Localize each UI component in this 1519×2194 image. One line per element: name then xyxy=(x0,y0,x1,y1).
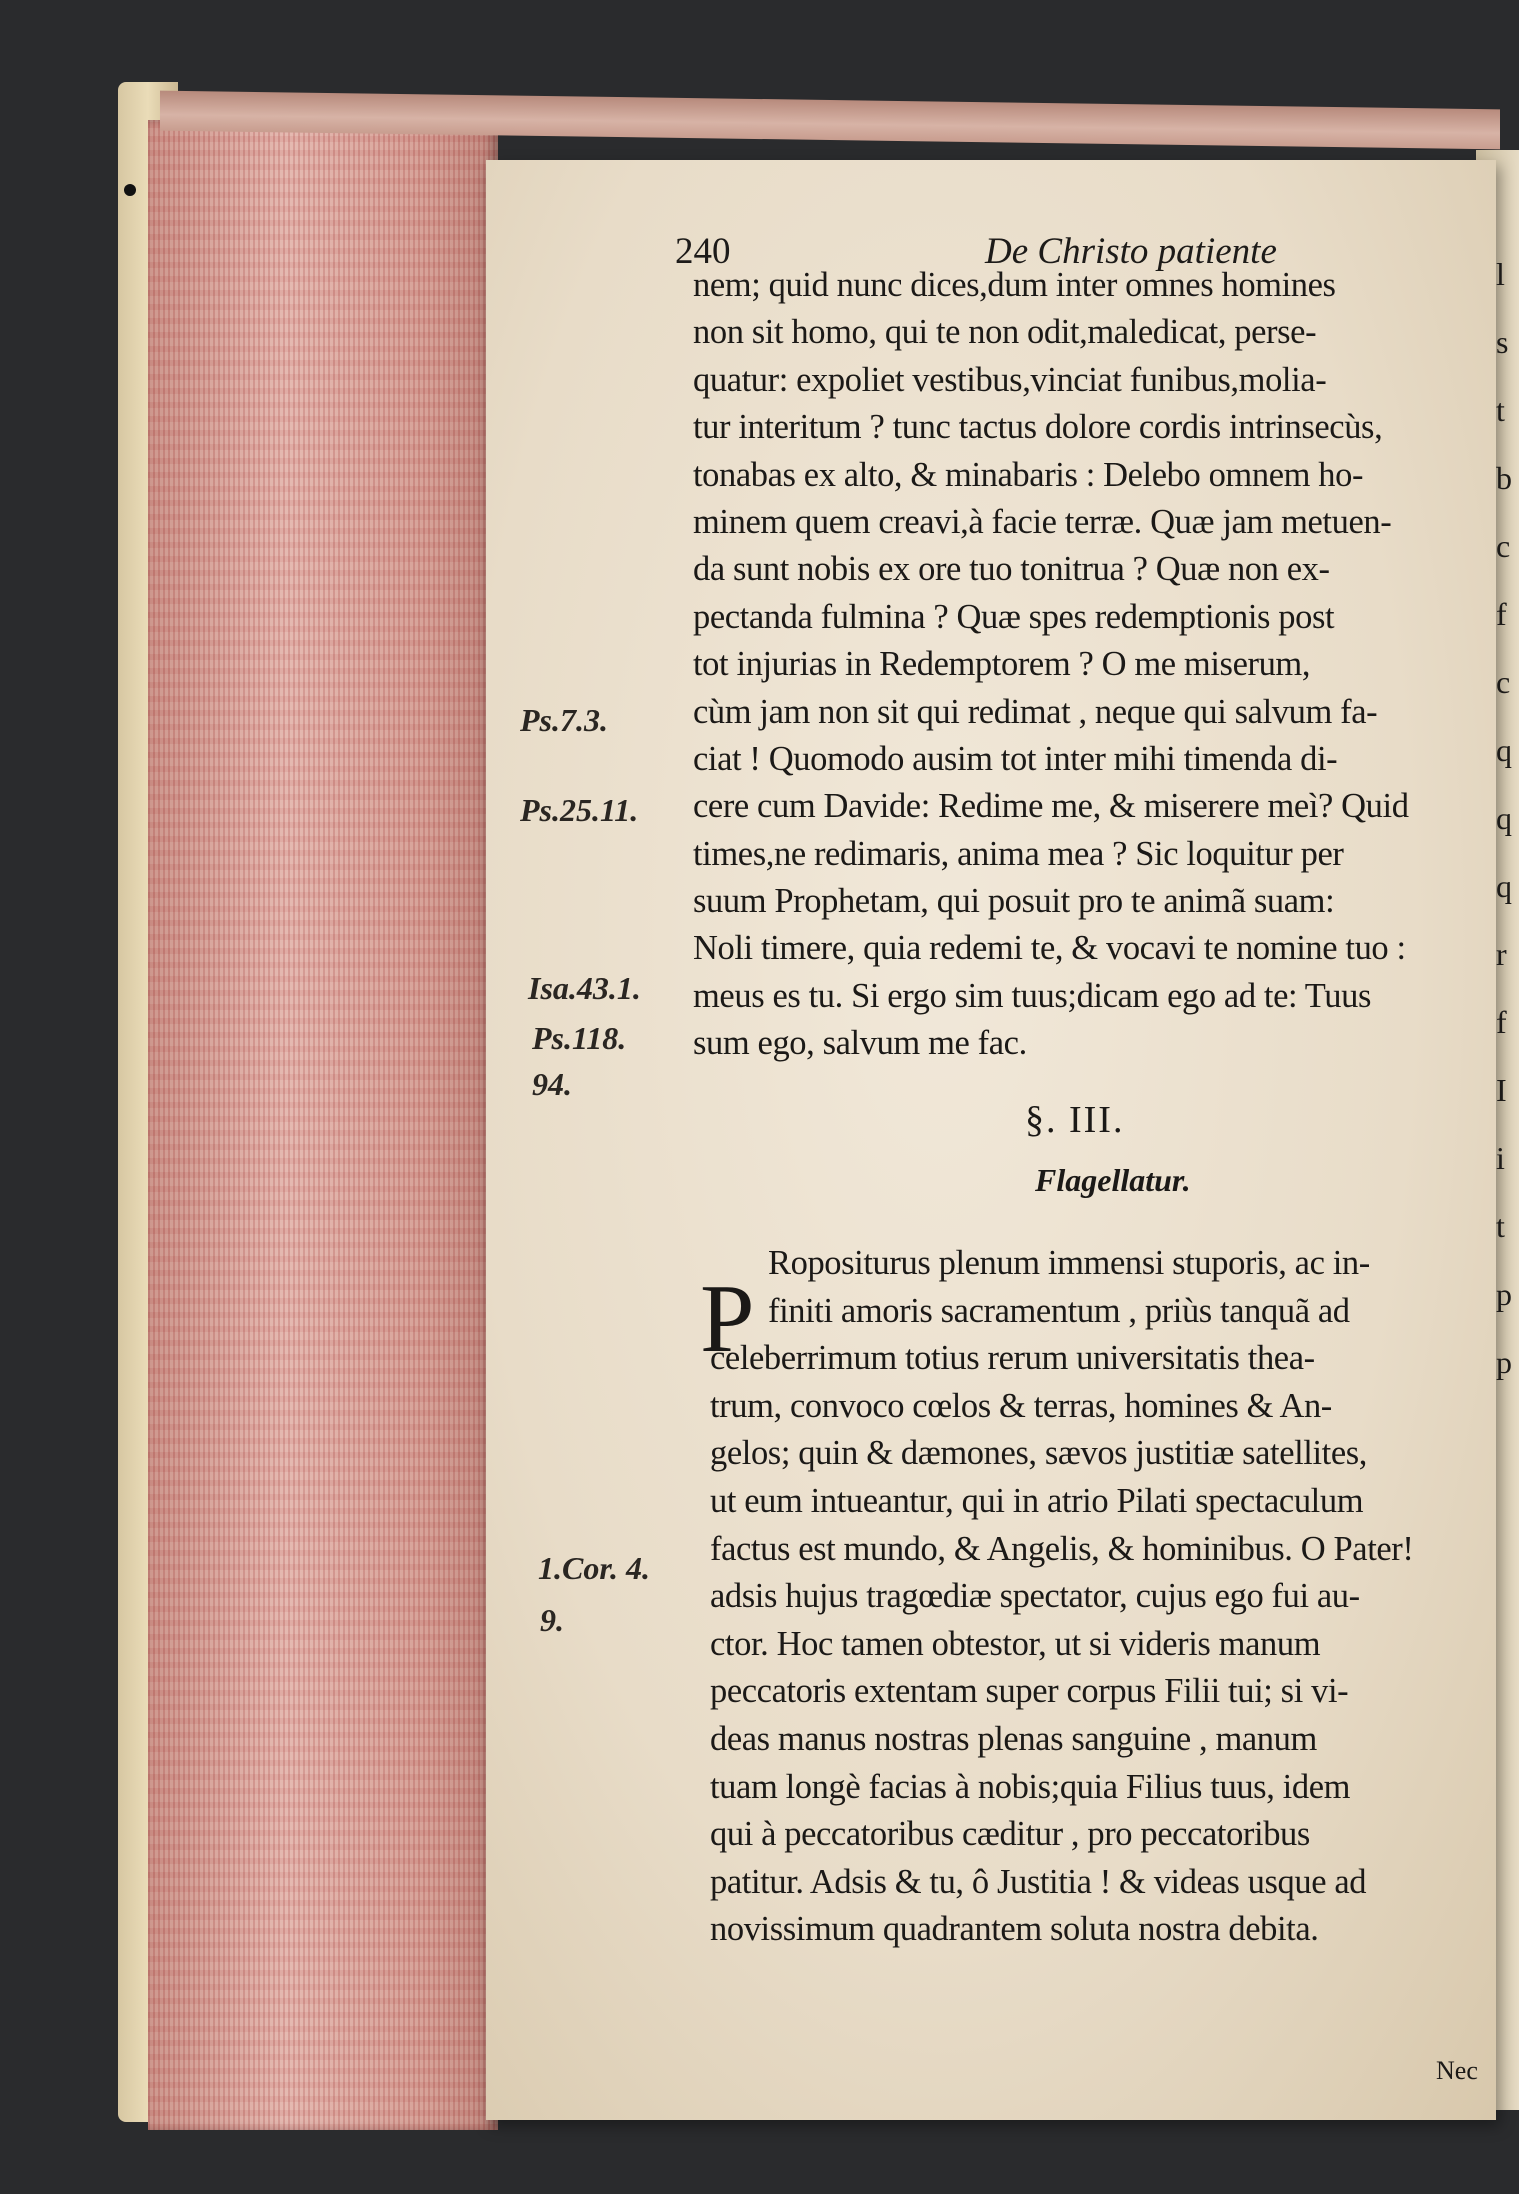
facing-page-letter: b xyxy=(1496,460,1512,496)
text-line: tuam longè facias à nobis;quia Filius tuus, idem xyxy=(710,1767,1351,1806)
text-line: adsis hujus tragœdiæ spectator, cujus ego fui au- xyxy=(710,1577,1360,1616)
text-line: celeberrimum totius rerum universitatis thea- xyxy=(710,1339,1315,1378)
text-line: ut eum intueantur, qui in atrio Pilati spectaculum xyxy=(710,1481,1364,1520)
catchword: Nec xyxy=(1436,2056,1478,2085)
text-line: peccatoris extentam super corpus Filii tui; si vi- xyxy=(710,1672,1349,1711)
text-line: da sunt nobis ex ore tuo tonitrua ? Quæ non ex- xyxy=(693,550,1330,589)
text-line: cere cum Davide: Redime me, & miserere meì? Quid xyxy=(693,787,1409,826)
section-subtitle: Flagellatur. xyxy=(1035,1162,1191,1198)
dot-mark xyxy=(124,184,136,196)
margin-note: 9. xyxy=(540,1602,564,1638)
facing-page-letters xyxy=(1496,240,1519,1396)
facing-page-letter: q xyxy=(1496,868,1512,904)
body-text xyxy=(693,262,1471,1068)
margin-note: 94. xyxy=(532,1066,572,1102)
text-line: Noli timere, quia redemi te, & vocavi te nomine tuo : xyxy=(693,929,1406,968)
text-line: tot injurias in Redemptorem ? O me miserum, xyxy=(693,645,1311,684)
facing-page-letter: c xyxy=(1496,528,1511,564)
facing-page-letter: p xyxy=(1496,1344,1512,1380)
page-number: 240 xyxy=(675,231,731,272)
text-line: qui à peccatoribus cæditur , pro peccatoribus xyxy=(710,1815,1310,1854)
margin-note: 1.Cor. 4. xyxy=(538,1550,651,1586)
margin-note: Ps.118. xyxy=(532,1020,627,1056)
facing-page-letter: i xyxy=(1496,1140,1505,1176)
text-line: ciat ! Quomodo ausim tot inter mihi timenda di- xyxy=(693,739,1338,778)
facing-page-letter: s xyxy=(1496,324,1509,360)
facing-page-letter: l xyxy=(1496,256,1505,292)
text-line: tonabas ex alto, & minabaris : Delebo omnem ho- xyxy=(693,455,1364,494)
section-heading: §. III. xyxy=(1025,1099,1125,1141)
page-edges xyxy=(148,120,498,2130)
margin-note: Ps.25.11. xyxy=(520,792,639,828)
text-line: deas manus nostras plenas sanguine , manum xyxy=(710,1719,1317,1758)
facing-page-letter: t xyxy=(1496,392,1505,428)
text-line: nem; quid nunc dices,dum inter omnes homines xyxy=(693,266,1336,304)
text-line: factus est mundo, & Angelis, & hominibus. O Pater! xyxy=(710,1529,1414,1568)
text-line: times,ne redimaris, anima mea ? Sic loquitur per xyxy=(693,834,1344,873)
text-line: patitur. Adsis & tu, ô Justitia ! & videas usque ad xyxy=(710,1862,1367,1901)
text-line: tur interitum ? tunc tactus dolore cordis intrinsecùs, xyxy=(693,408,1383,447)
text-line: meus es tu. Si ergo sim tuus;dicam ego ad te: Tuus xyxy=(693,976,1371,1015)
text-line: trum, convoco cœlos & terras, homines & An- xyxy=(710,1386,1332,1425)
facing-page-letter: q xyxy=(1496,800,1512,836)
text-line: gelos; quin & dæmones, sævos justitiæ satellites, xyxy=(710,1434,1368,1473)
facing-page-letter: I xyxy=(1496,1072,1507,1108)
text-line: non sit homo, qui te non odit,maledicat, perse- xyxy=(693,313,1317,352)
margin-note: Ps.7.3. xyxy=(520,702,608,738)
text-line: novissimum quadrantem soluta nostra debita. xyxy=(710,1910,1319,1949)
facing-page-letter: r xyxy=(1496,936,1507,972)
text-line: minem quem creavi,à facie terræ. Quæ jam metuen- xyxy=(693,502,1392,541)
text-line: Ropositurus plenum immensi stuporis, ac in- xyxy=(768,1244,1370,1282)
text-line: ctor. Hoc tamen obtestor, ut si videris manum xyxy=(710,1624,1321,1663)
text-line: sum ego, salvum me fac. xyxy=(693,1024,1027,1063)
text-line: pectanda fulmina ? Quæ spes redemptionis post xyxy=(693,597,1335,636)
facing-page-letter: t xyxy=(1496,1208,1505,1244)
running-head: De Christo patiente xyxy=(985,231,1277,272)
margin-note: Isa.43.1. xyxy=(528,970,641,1006)
facing-page-letter: f xyxy=(1496,596,1507,632)
text-line: quatur: expoliet vestibus,vinciat funibus,molia- xyxy=(693,360,1327,399)
text-line: cùm jam non sit qui redimat , neque qui salvum fa- xyxy=(693,692,1378,731)
text-line: finiti amoris sacramentum , priùs tanquã ad xyxy=(768,1291,1350,1330)
facing-page-letter: q xyxy=(1496,732,1512,768)
section-text xyxy=(710,1240,1470,1954)
facing-page-letter: p xyxy=(1496,1276,1512,1312)
facing-page-letter: c xyxy=(1496,664,1511,700)
facing-page-letter: f xyxy=(1496,1004,1507,1040)
drop-cap: P xyxy=(700,1265,755,1373)
text-line: suum Prophetam, qui posuit pro te animã suam: xyxy=(693,882,1335,921)
